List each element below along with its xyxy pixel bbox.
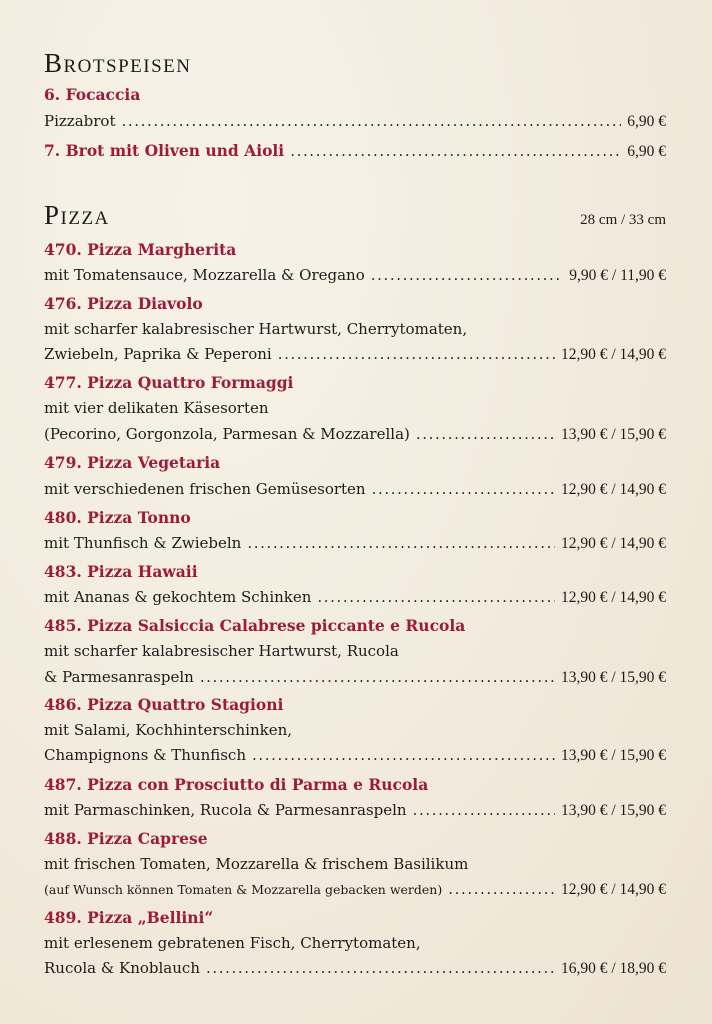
menu-item-description-text: mit erlesenem gebratenen Fisch, Cherrytomaten, xyxy=(44,934,421,952)
menu-item-description: mit Thunfisch & Zwiebeln xyxy=(44,534,242,552)
dot-leader xyxy=(252,744,555,766)
menu-item-title: 487. Pizza con Prosciutto di Parma e Rucola xyxy=(44,775,429,794)
dot-leader xyxy=(416,423,555,445)
size-legend: 28 cm / 33 cm xyxy=(580,212,666,228)
menu-item-line xyxy=(44,423,666,446)
menu-item-line xyxy=(44,957,666,980)
menu-item-line xyxy=(44,799,666,822)
menu-item-description xyxy=(44,853,666,875)
menu-item-line xyxy=(44,878,666,901)
menu-item-line xyxy=(44,666,666,689)
menu-item-price: 16,90 € / 18,90 € xyxy=(560,960,666,977)
menu-item-line xyxy=(44,744,666,767)
menu-item-price: 13,90 € / 15,90 € xyxy=(560,747,666,764)
menu-item-description: & Parmesanraspeln xyxy=(44,668,194,686)
menu-item-price: 12,90 € / 14,90 € xyxy=(560,535,666,552)
menu-item-description-text: mit scharfer kalabresischer Hartwurst, Cherrytomaten, xyxy=(44,320,468,338)
menu-item-title: 486. Pizza Quattro Stagioni xyxy=(44,695,284,714)
menu-item-description xyxy=(44,397,666,419)
menu-item-price: 12,90 € / 14,90 € xyxy=(560,346,666,363)
menu-item-line xyxy=(44,586,666,609)
menu-item-price: 13,90 € / 15,90 € xyxy=(560,802,666,819)
menu-item-description-text: mit frischen Tomaten, Mozzarella & frischem Basilikum xyxy=(44,855,469,873)
menu-item-price: 13,90 € / 15,90 € xyxy=(560,426,666,443)
section-header-pizza xyxy=(44,200,666,231)
menu-item-price: 12,90 € / 14,90 € xyxy=(560,589,666,606)
menu-item-title: 480. Pizza Tonno xyxy=(44,508,191,527)
menu-item-line xyxy=(44,110,666,133)
section-header-brotspeisen xyxy=(44,48,666,79)
menu-item-description-text: mit vier delikaten Käsesorten xyxy=(44,399,269,417)
menu-item-price: 9,90 € / 11,90 € xyxy=(569,267,666,284)
menu-item-description: mit Parmaschinken, Rucola & Parmesanraspeln xyxy=(44,801,407,819)
menu-item-title: 483. Pizza Hawaii xyxy=(44,562,198,581)
dot-leader xyxy=(413,799,555,821)
section-title: Brotspeisen xyxy=(44,48,192,78)
menu-item-line xyxy=(44,532,666,555)
dot-leader xyxy=(121,110,621,132)
menu-item-price: 13,90 € / 15,90 € xyxy=(560,669,666,686)
menu-item-price: 12,90 € / 14,90 € xyxy=(560,481,666,498)
menu-item-title: 470. Pizza Margherita xyxy=(44,240,237,259)
menu-item-description xyxy=(44,318,666,340)
dot-leader xyxy=(448,878,555,900)
menu-item-description-text: mit Salami, Kochhinterschinken, xyxy=(44,721,293,739)
menu-item-description xyxy=(44,932,666,954)
menu-item-description: Champignons & Thunfisch xyxy=(44,746,246,764)
menu-item-line xyxy=(44,264,666,287)
dot-leader xyxy=(200,666,555,688)
dot-leader xyxy=(317,586,555,608)
menu-item-line xyxy=(44,478,666,501)
dot-leader xyxy=(290,140,621,162)
menu-item-description xyxy=(44,719,666,741)
menu-item-description: mit verschiedenen frischen Gemüsesorten xyxy=(44,480,366,498)
menu-item-description: mit Ananas & gekochtem Schinken xyxy=(44,588,312,606)
dot-leader xyxy=(206,957,555,979)
menu-item-line xyxy=(44,343,666,366)
section-title: Pizza xyxy=(44,200,110,230)
menu-item-description: Zwiebeln, Paprika & Peperoni xyxy=(44,345,272,363)
dot-leader xyxy=(247,532,555,554)
menu-item-description: mit Tomatensauce, Mozzarella & Oregano xyxy=(44,266,365,284)
dot-leader xyxy=(278,343,555,365)
menu-item-title: 7. Brot mit Oliven und Aioli xyxy=(44,141,285,160)
menu-item-title: 479. Pizza Vegetaria xyxy=(44,453,221,472)
dot-leader xyxy=(372,478,555,500)
menu-item-description: Rucola & Knoblauch xyxy=(44,959,200,977)
menu-item-description: (Pecorino, Gorgonzola, Parmesan & Mozzarella) xyxy=(44,425,410,443)
menu-item-description-text: mit scharfer kalabresischer Hartwurst, Rucola xyxy=(44,642,399,660)
menu-item-description xyxy=(44,640,666,662)
menu-item-price: 6,90 € xyxy=(627,143,666,160)
menu-item-title: 6. Focaccia xyxy=(44,85,141,104)
dot-leader xyxy=(371,264,564,286)
menu-item-price: 12,90 € / 14,90 € xyxy=(560,881,666,898)
menu-item-line xyxy=(44,140,666,163)
menu-item-title: 476. Pizza Diavolo xyxy=(44,294,203,313)
menu-item-description: Pizzabrot xyxy=(44,112,116,130)
menu-item-title: 477. Pizza Quattro Formaggi xyxy=(44,373,294,392)
menu-item-title: 489. Pizza „Bellini“ xyxy=(44,908,214,927)
menu-item-title: 488. Pizza Caprese xyxy=(44,829,208,848)
menu-item-price: 6,90 € xyxy=(627,113,666,130)
menu-item-note: (auf Wunsch können Tomaten & Mozzarella gebacken werden) xyxy=(44,882,443,897)
menu-item-title: 485. Pizza Salsiccia Calabrese piccante e Rucola xyxy=(44,616,466,635)
